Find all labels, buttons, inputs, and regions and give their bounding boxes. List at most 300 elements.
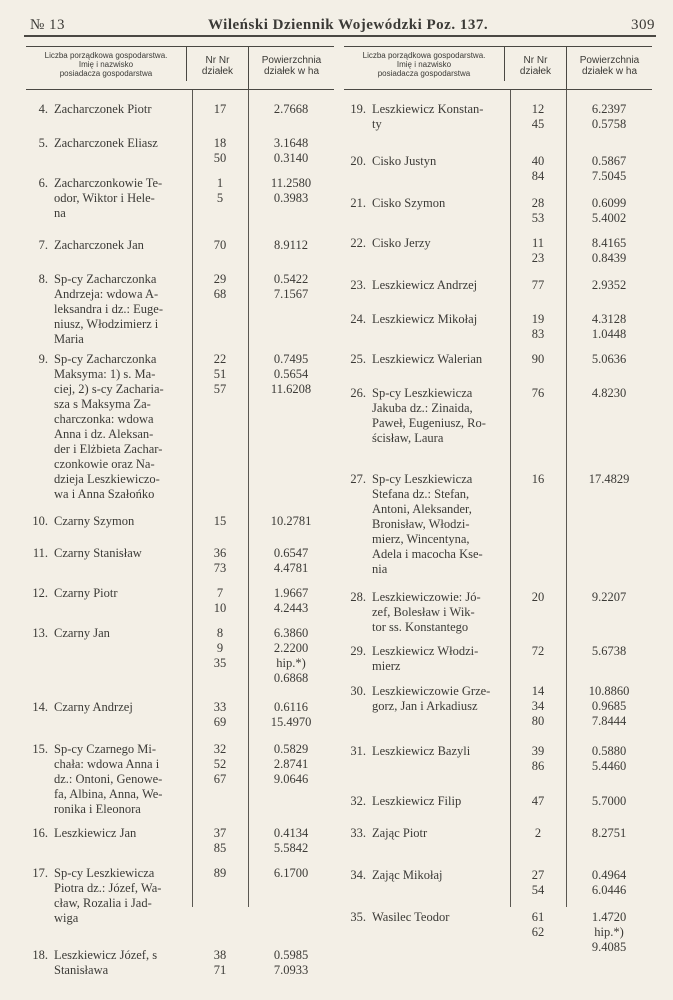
parcel-number: 67 <box>213 772 227 786</box>
owner-name-line: Maksyma: 1) s. Ma- <box>54 367 156 381</box>
row-number: 6. <box>38 176 48 190</box>
owner-name <box>54 352 192 502</box>
parcel-number: 23 <box>531 251 545 265</box>
row-number: 13. <box>32 626 48 640</box>
parcel-area: 0.5880 <box>591 744 627 758</box>
owner-name-line: Cisko Justyn <box>372 154 437 168</box>
owner-name <box>54 948 192 978</box>
owner-name <box>372 154 510 169</box>
parcel-area: 17.4829 <box>588 472 630 486</box>
owner-name-line: Piotra dz.: Józef, Wa- <box>54 881 162 895</box>
parcel-numbers <box>510 910 566 940</box>
parcel-area: 4.8230 <box>591 386 627 400</box>
parcel-number: 86 <box>531 759 545 773</box>
parcel-areas <box>248 586 334 616</box>
owner-name <box>372 472 510 577</box>
parcel-area: 6.3860 <box>273 626 309 640</box>
table-header <box>344 46 652 90</box>
parcel-area: 5.5842 <box>273 841 309 855</box>
owner-name-line: cław, Rozalia i Jad- <box>54 896 152 910</box>
column-rule <box>510 90 511 907</box>
parcel-areas <box>566 312 652 342</box>
parcel-number: 68 <box>213 287 227 301</box>
header-area-line: Powierzchnia <box>261 55 322 66</box>
owner-name-line: leksandra i dz.: Euge- <box>54 302 163 316</box>
parcel-area: 0.6099 <box>591 196 627 210</box>
parcel-number: 10 <box>213 601 227 615</box>
parcel-area: 2.8741 <box>273 757 309 771</box>
owner-name-line: ty <box>372 117 382 131</box>
owner-name <box>54 626 192 641</box>
page-number: 309 <box>630 17 655 33</box>
owner-name <box>54 136 192 151</box>
parcel-areas <box>566 386 652 401</box>
owner-name-line: Sp-cy Leszkiewicza <box>372 472 473 486</box>
owner-name <box>372 794 510 809</box>
parcel-number: 18 <box>213 136 227 150</box>
parcel-areas <box>566 590 652 605</box>
parcel-numbers <box>510 744 566 774</box>
parcel-number: 57 <box>213 382 227 396</box>
header-owner-line: posiadacza gospodarstwa <box>377 69 471 78</box>
parcel-area: 1.9667 <box>273 586 309 600</box>
owner-name-line: odor, Wiktor i Hele- <box>54 191 155 205</box>
row-number: 32. <box>350 794 366 808</box>
parcel-area: 10.2781 <box>270 514 312 528</box>
owner-name-line: Anna i dz. Aleksan- <box>54 427 154 441</box>
parcel-number: 47 <box>531 794 545 808</box>
owner-name-line: czonkowie oraz Na- <box>54 457 155 471</box>
row-number: 5. <box>38 136 48 150</box>
header-owner <box>26 51 186 78</box>
parcel-numbers <box>192 102 248 117</box>
owner-name-line: mierz, Wincentyna, <box>372 532 470 546</box>
parcel-area: 7.8444 <box>591 714 627 728</box>
parcel-area: 2.9352 <box>591 278 627 292</box>
parcel-areas <box>566 196 652 226</box>
row-number: 21. <box>350 196 366 210</box>
parcel-areas <box>566 744 652 774</box>
parcel-areas <box>248 136 334 166</box>
parcel-areas <box>566 154 652 184</box>
parcel-area: 1.4720 <box>591 910 627 924</box>
owner-name-line: Cisko Jerzy <box>372 236 431 250</box>
header-parcels-line: Nr Nr <box>205 55 230 66</box>
parcel-number: 52 <box>213 757 227 771</box>
parcel-number: 8 <box>216 626 224 640</box>
owner-name <box>372 744 510 759</box>
owner-name-line: Maria <box>54 332 84 346</box>
owner-name <box>54 700 192 715</box>
left-table <box>26 46 334 977</box>
parcel-number: 51 <box>213 367 227 381</box>
parcel-area: 2.2200 <box>273 641 309 655</box>
owner-name-line: na <box>54 206 66 220</box>
owner-name <box>372 312 510 327</box>
owner-name-line: ronika i Eleonora <box>54 802 141 816</box>
parcel-areas <box>566 684 652 729</box>
parcel-area: 0.8439 <box>591 251 627 265</box>
owner-name-line: zef, Bolesław i Wik- <box>372 605 475 619</box>
parcel-numbers <box>192 514 248 529</box>
parcel-numbers <box>192 866 248 881</box>
issue-number: № 13 <box>30 17 66 33</box>
parcel-area: 4.4781 <box>273 561 309 575</box>
parcel-areas <box>248 742 334 787</box>
parcel-numbers <box>192 352 248 397</box>
parcel-number: 17 <box>213 102 227 116</box>
owner-name-line: Andrzeja: wdowa A- <box>54 287 159 301</box>
owner-name <box>54 272 192 347</box>
owner-name-line: ścisław, Laura <box>372 431 444 445</box>
parcel-area: 5.4460 <box>591 759 627 773</box>
parcel-areas <box>566 910 652 955</box>
row-number: 8. <box>38 272 48 286</box>
parcel-area: 11.6208 <box>270 382 312 396</box>
parcel-area: 8.4165 <box>591 236 627 250</box>
column-rule <box>566 90 567 907</box>
owner-name <box>54 742 192 817</box>
column-rule <box>192 90 193 907</box>
parcel-area: 6.1700 <box>273 866 309 880</box>
owner-name-line: nia <box>372 562 388 576</box>
owner-name-line: Leszkiewicz Józef, s <box>54 948 158 962</box>
owner-name-line: Paweł, Eugeniusz, Ro- <box>372 416 486 430</box>
parcel-area: 5.0636 <box>591 352 627 366</box>
parcel-area: 9.4085 <box>591 940 627 954</box>
owner-name <box>54 866 192 926</box>
header-parcels <box>504 47 566 81</box>
header-owner-line: Imię i nazwisko <box>396 60 452 69</box>
header-parcels-line: działek <box>201 66 234 77</box>
parcel-numbers <box>192 272 248 302</box>
owner-name-line: Czarny Stanisław <box>54 546 142 560</box>
parcel-area: 1.0448 <box>591 327 627 341</box>
parcel-area: 0.3983 <box>273 191 309 205</box>
parcel-numbers <box>510 684 566 729</box>
parcel-numbers <box>192 546 248 576</box>
parcel-area: 0.5867 <box>591 154 627 168</box>
parcel-numbers <box>510 236 566 266</box>
parcel-area: 6.0446 <box>591 883 627 897</box>
owner-name-line: Leszkiewicz Jan <box>54 826 137 840</box>
parcel-number: 14 <box>531 684 545 698</box>
row-number: 27. <box>350 472 366 486</box>
owner-name-line: gorz, Jan i Arkadiusz <box>372 699 478 713</box>
owner-name-line: wiga <box>54 911 79 925</box>
parcel-number: 36 <box>213 546 227 560</box>
parcel-area: 15.4970 <box>270 715 312 729</box>
owner-name-line: Leszkiewicz Bazyli <box>372 744 471 758</box>
parcel-numbers <box>192 586 248 616</box>
parcel-number: 5 <box>216 191 224 205</box>
parcel-area: 6.2397 <box>591 102 627 116</box>
owner-name-line: Zacharczonek Eliasz <box>54 136 158 150</box>
parcel-number: 80 <box>531 714 545 728</box>
owner-name <box>54 176 192 221</box>
parcel-number: 2 <box>534 826 542 840</box>
parcel-area: 2.7668 <box>273 102 309 116</box>
row-number: 34. <box>350 868 366 882</box>
parcel-number: 72 <box>531 644 545 658</box>
owner-name-line: niusz, Włodzimierz i <box>54 317 159 331</box>
parcel-areas <box>566 102 652 132</box>
parcel-number: 35 <box>213 656 227 670</box>
owner-name-line: Leszkiewicz Włodzi- <box>372 644 479 658</box>
parcel-number: 32 <box>213 742 227 756</box>
parcel-number: 16 <box>531 472 545 486</box>
owner-name <box>54 238 192 253</box>
row-number: 10. <box>32 514 48 528</box>
parcel-number: 84 <box>531 169 545 183</box>
parcel-number: 85 <box>213 841 227 855</box>
owner-name <box>372 236 510 251</box>
owner-name <box>54 826 192 841</box>
row-number: 35. <box>350 910 366 924</box>
parcel-areas <box>248 102 334 117</box>
owner-name <box>372 644 510 674</box>
owner-name <box>372 868 510 883</box>
parcel-area: 4.3128 <box>591 312 627 326</box>
parcel-number: 53 <box>531 211 545 225</box>
parcel-areas <box>248 866 334 881</box>
right-table <box>344 46 652 954</box>
parcel-area: 7.5045 <box>591 169 627 183</box>
parcel-area: 11.2580 <box>270 176 312 190</box>
parcel-numbers <box>192 700 248 730</box>
owner-name-line: Zacharczonek Jan <box>54 238 144 252</box>
row-number: 23. <box>350 278 366 292</box>
header-parcels <box>186 47 248 81</box>
owner-name <box>372 826 510 841</box>
parcel-number: 90 <box>531 352 545 366</box>
owner-name-line: Leszkiewicz Konstan- <box>372 102 484 116</box>
parcel-areas <box>566 236 652 266</box>
owner-name <box>54 546 192 561</box>
owner-name-line: Leszkiewiczowie Grze- <box>372 684 491 698</box>
header-area <box>248 47 334 89</box>
parcel-number: 33 <box>213 700 227 714</box>
parcel-area: 0.4964 <box>591 868 627 882</box>
parcel-number: 11 <box>531 236 545 250</box>
owner-name-line: Antoni, Aleksander, <box>372 502 472 516</box>
owner-name-line: wa i Anna Szałońko <box>54 487 155 501</box>
parcel-numbers <box>510 154 566 184</box>
row-number: 30. <box>350 684 366 698</box>
parcel-number: 61 <box>531 910 545 924</box>
owner-name-line: fa, Albina, Anna, We- <box>54 787 163 801</box>
parcel-number: 71 <box>213 963 227 977</box>
parcel-area: 0.6116 <box>274 700 308 714</box>
parcel-area: hip.*) <box>276 656 306 670</box>
parcel-number: 34 <box>531 699 545 713</box>
parcel-area: 8.2751 <box>591 826 627 840</box>
parcel-areas <box>566 868 652 898</box>
row-number: 24. <box>350 312 366 326</box>
owner-name-line: der i Elżbieta Zachar- <box>54 442 163 456</box>
parcel-numbers <box>192 826 248 856</box>
row-number: 15. <box>32 742 48 756</box>
header-parcels-line: Nr Nr <box>523 55 548 66</box>
owner-name-line: Sp-cy Zacharczonka <box>54 352 157 366</box>
parcel-numbers <box>510 102 566 132</box>
parcel-area: 0.5758 <box>591 117 627 131</box>
header-rule <box>24 35 656 37</box>
owner-name-line: Zacharczonek Piotr <box>54 102 152 116</box>
owner-name <box>372 196 510 211</box>
parcel-numbers <box>510 278 566 293</box>
parcel-area: 5.6738 <box>591 644 627 658</box>
column-rule <box>248 90 249 907</box>
parcel-number: 69 <box>213 715 227 729</box>
parcel-area: 0.4134 <box>273 826 309 840</box>
parcel-areas <box>248 514 334 529</box>
parcel-number: 40 <box>531 154 545 168</box>
row-number: 25. <box>350 352 366 366</box>
header-owner-line: Liczba porządkowa gospodarstwa. <box>362 51 486 60</box>
parcel-numbers <box>510 590 566 605</box>
row-number: 33. <box>350 826 366 840</box>
parcel-numbers <box>510 196 566 226</box>
parcel-areas <box>566 352 652 367</box>
parcel-numbers <box>510 312 566 342</box>
parcel-number: 54 <box>531 883 545 897</box>
parcel-areas <box>566 278 652 293</box>
parcel-areas <box>248 948 334 978</box>
owner-name-line: Sp-cy Leszkiewicza <box>372 386 473 400</box>
owner-name-line: Wasilec Teodor <box>372 910 450 924</box>
parcel-numbers <box>192 742 248 787</box>
header-owner-line: Liczba porządkowa gospodarstwa. <box>44 51 168 60</box>
row-number: 19. <box>350 102 366 116</box>
parcel-number: 29 <box>213 272 227 286</box>
parcel-area: 0.6868 <box>273 671 309 685</box>
header-area-line: Powierzchnia <box>579 55 640 66</box>
parcel-areas <box>248 546 334 576</box>
parcel-area: 5.4002 <box>591 211 627 225</box>
header-parcels-line: działek <box>519 66 552 77</box>
owner-name-line: dzieja Leszkiewiczo- <box>54 472 160 486</box>
parcel-area: 0.7495 <box>273 352 309 366</box>
owner-name-line: Zając Mikołaj <box>372 868 443 882</box>
owner-name-line: Sp-cy Czarnego Mi- <box>54 742 157 756</box>
parcel-areas <box>566 826 652 841</box>
owner-name-line: sza s Maksyma Za- <box>54 397 151 411</box>
parcel-area: 0.5829 <box>273 742 309 756</box>
owner-name-line: ciej, 2) s-cy Zacharia- <box>54 382 164 396</box>
owner-name-line: dz.: Ontoni, Genowe- <box>54 772 163 786</box>
row-number: 11. <box>32 546 48 560</box>
row-number: 18. <box>32 948 48 962</box>
parcel-number: 77 <box>531 278 545 292</box>
parcel-numbers <box>510 472 566 487</box>
parcel-number: 83 <box>531 327 545 341</box>
owner-name-line: tor ss. Konstantego <box>372 620 469 634</box>
row-number: 4. <box>38 102 48 116</box>
parcel-numbers <box>192 136 248 166</box>
owner-name-line: Jakuba dz.: Zinaida, <box>372 401 473 415</box>
header-area-line: działek w ha <box>263 66 320 77</box>
parcel-areas <box>566 794 652 809</box>
header-owner <box>344 51 504 78</box>
parcel-number: 9 <box>216 641 224 655</box>
owner-name <box>372 910 510 925</box>
owner-name-line: Czarny Jan <box>54 626 110 640</box>
parcel-number: 27 <box>531 868 545 882</box>
parcel-area: 0.6547 <box>273 546 309 560</box>
parcel-areas <box>248 272 334 302</box>
parcel-numbers <box>510 386 566 401</box>
owner-name-line: Czarny Szymon <box>54 514 135 528</box>
parcel-numbers <box>510 826 566 841</box>
parcel-number: 38 <box>213 948 227 962</box>
row-number: 9. <box>38 352 48 366</box>
parcel-area: 7.1567 <box>273 287 309 301</box>
owner-name-line: Leszkiewicz Filip <box>372 794 462 808</box>
parcel-numbers <box>510 352 566 367</box>
parcel-areas <box>566 644 652 659</box>
owner-name-line: Zacharczonkowie Te- <box>54 176 163 190</box>
parcel-number: 70 <box>213 238 227 252</box>
journal-title: Wileński Dziennik Wojewódzki Poz. 137. <box>207 17 489 33</box>
parcel-numbers <box>192 176 248 206</box>
owner-name-line: Cisko Szymon <box>372 196 446 210</box>
row-number: 29. <box>350 644 366 658</box>
owner-name-line: Leszkiewicz Mikołaj <box>372 312 478 326</box>
parcel-area: 4.2443 <box>273 601 309 615</box>
header-owner-line: Imię i nazwisko <box>78 60 134 69</box>
owner-name-line: Czarny Andrzej <box>54 700 133 714</box>
row-number: 22. <box>350 236 366 250</box>
owner-name <box>372 590 510 635</box>
parcel-areas <box>248 700 334 730</box>
parcel-areas <box>248 626 334 686</box>
parcel-area: 8.9112 <box>274 238 308 252</box>
owner-name-line: Zając Piotr <box>372 826 428 840</box>
parcel-numbers <box>510 644 566 659</box>
parcel-area: 0.3140 <box>273 151 309 165</box>
parcel-area: 9.0646 <box>273 772 309 786</box>
row-number: 26. <box>350 386 366 400</box>
owner-name-line: chała: wdowa Anna i <box>54 757 160 771</box>
page-header <box>30 10 655 34</box>
parcel-area: 9.2207 <box>591 590 627 604</box>
parcel-number: 1 <box>216 176 224 190</box>
row-number: 20. <box>350 154 366 168</box>
row-number: 7. <box>38 238 48 252</box>
parcel-number: 22 <box>213 352 227 366</box>
owner-name <box>372 684 510 714</box>
parcel-areas <box>248 238 334 253</box>
row-number: 28. <box>350 590 366 604</box>
row-number: 17. <box>32 866 48 880</box>
parcel-numbers <box>192 948 248 978</box>
parcel-area: 0.5985 <box>273 948 309 962</box>
row-number: 12. <box>32 586 48 600</box>
parcel-number: 39 <box>531 744 545 758</box>
parcel-areas <box>248 176 334 206</box>
parcel-numbers <box>192 238 248 253</box>
parcel-number: 50 <box>213 151 227 165</box>
parcel-number: 62 <box>531 925 545 939</box>
owner-name <box>372 102 510 132</box>
owner-name <box>54 102 192 117</box>
owner-name-line: Leszkiewiczowie: Jó- <box>372 590 481 604</box>
parcel-area: 3.1648 <box>273 136 309 150</box>
owner-name-line: Leszkiewicz Andrzej <box>372 278 478 292</box>
parcel-number: 45 <box>531 117 545 131</box>
parcel-number: 12 <box>531 102 545 116</box>
